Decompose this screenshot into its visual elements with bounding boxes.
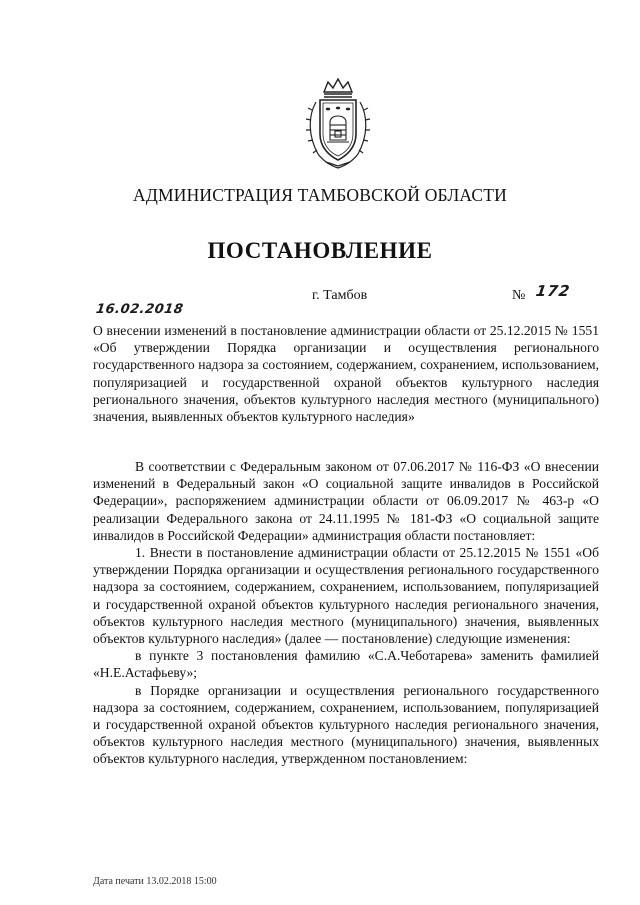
handwritten-date: 16.02.2018 (94, 302, 185, 317)
item-1-subitem-b: в Порядке организации и осуществления регионального государственного надзора за состоянием, содержанием, сохранением, использованием, популяризацией и государственной охраной объектов культурного наследия регионального значения, объектов культурного наследия местного (муниципального) значения, выявленных объектов культурного наследия, утвержденном постановлением: (93, 682, 599, 767)
document-body (93, 458, 599, 768)
preamble-paragraph: В соответствии с Федеральным законом от 07.06.2017 № 116-ФЗ «О внесении изменений в Федеральный закон «О социальной защите инвалидов в Российской Федерации», распоряжением администрации области от 06.09.2017 № 463-р «О реализации Федерального закона от 24.11.1995 № 181-ФЗ «О социальной защите инвалидов в Российской Федерации» администрация области постановляет: (93, 459, 599, 543)
number-label: № (512, 288, 526, 303)
item-1-paragraph: 1. Внести в постановление администрации области от 25.12.2015 № 1551 «Об утверждении Порядка организации и осуществления регионального государственного надзора за состоянием, содержанием, сохранением, использованием, популяризацией и государственной охраной объектов культурного наследия регионального значения, объектов культурного наследия местного (муниципального) значения, выявленных объектов культурного наследия» (далее — постановление) следующие изменения: (93, 545, 599, 647)
coat-of-arms-icon (302, 78, 374, 170)
handwritten-document-number: 172 (534, 282, 572, 300)
document-subject (93, 322, 599, 425)
organization-title: АДМИНИСТРАЦИЯ ТАМБОВСКОЙ ОБЛАСТИ (133, 185, 507, 205)
subject-text: О внесении изменений в постановление администрации области от 25.12.2015 № 1551 «Об утверждении Порядка организации и осуществления регионального государственного надзора за состоянием, содержанием, сохранением, использованием, популяризацией и государственной охраной объектов культурного наследия регионального значения, объектов культурного наследия местного (муниципального) значения, выявленных объектов культурного наследия» (93, 323, 599, 425)
document-type-title: ПОСТАНОВЛЕНИЕ (207, 238, 433, 263)
item-1-subitem-a: в пункте 3 постановления фамилию «С.А.Чеботарева» заменить фамилией «Н.Е.Астафьеву»; (93, 648, 599, 681)
print-date-footer: Дата печати 13.02.2018 15:00 (93, 876, 217, 887)
city-label: г. Тамбов (312, 288, 368, 303)
